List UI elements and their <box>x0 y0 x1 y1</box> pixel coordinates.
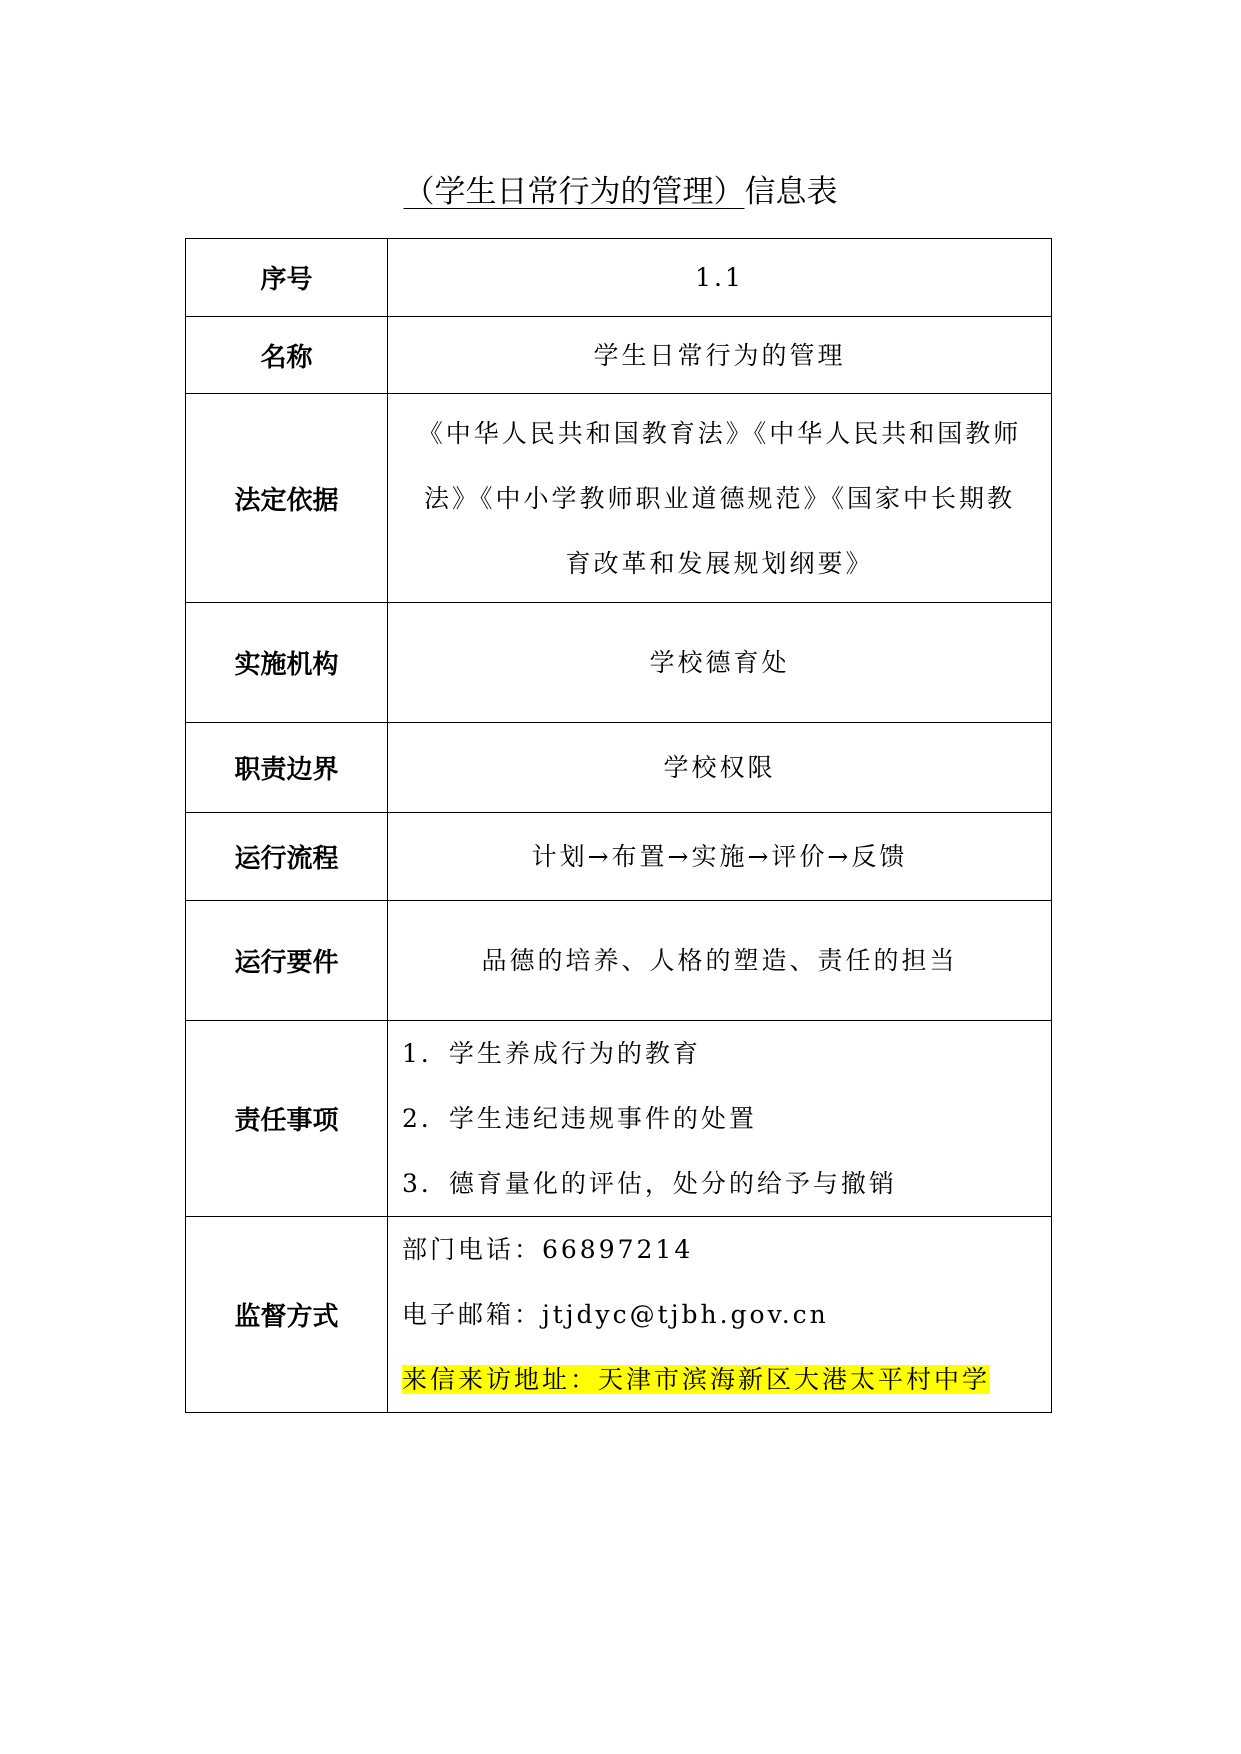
legal-basis-line: 法》《中小学教师职业道德规范》《国家中长期教 <box>423 483 1015 513</box>
name-value: 学生日常行为的管理 <box>388 317 1052 394</box>
serial-label: 序号 <box>186 239 388 317</box>
info-table <box>185 238 1052 1413</box>
requirements-label: 运行要件 <box>186 901 388 1021</box>
visit-address: 来信来访地址：天津市滨海新区大港太平村中学 <box>402 1365 991 1394</box>
responsibility-item: 3．德育量化的评估，处分的给予与撤销 <box>402 1169 897 1198</box>
agency-value: 学校德育处 <box>388 603 1052 723</box>
process-value: 计划→布置→实施→评价→反馈 <box>388 813 1052 901</box>
row-responsibilities <box>186 1021 1052 1217</box>
title-suffix: 信息表 <box>744 174 838 210</box>
row-boundary <box>186 723 1052 813</box>
row-supervision <box>186 1217 1052 1413</box>
row-serial <box>186 239 1052 317</box>
supervision-label: 监督方式 <box>186 1217 388 1413</box>
row-name <box>186 317 1052 394</box>
document-title <box>0 172 1241 212</box>
department-phone: 部门电话：66897214 <box>402 1235 694 1264</box>
email-address: 电子邮箱：jtjdyc@tjbh.gov.cn <box>402 1300 829 1329</box>
legal-basis-label: 法定依据 <box>186 394 388 603</box>
supervision-value <box>388 1217 1052 1413</box>
title-topic: （学生日常行为的管理） <box>403 174 745 210</box>
legal-basis-value <box>388 394 1052 603</box>
row-requirements <box>186 901 1052 1021</box>
process-label: 运行流程 <box>186 813 388 901</box>
boundary-label: 职责边界 <box>186 723 388 813</box>
visit-address-line <box>402 1347 1051 1412</box>
responsibilities-label: 责任事项 <box>186 1021 388 1217</box>
responsibility-item: 1．学生养成行为的教育 <box>402 1039 701 1068</box>
row-legal-basis <box>186 394 1052 603</box>
serial-value: 1.1 <box>388 239 1052 317</box>
legal-basis-line: 育改革和发展规划纲要》 <box>565 548 874 578</box>
name-label: 名称 <box>186 317 388 394</box>
row-agency <box>186 603 1052 723</box>
boundary-value: 学校权限 <box>388 723 1052 813</box>
agency-label: 实施机构 <box>186 603 388 723</box>
legal-basis-line: 《中华人民共和国教育法》《中华人民共和国教师 <box>417 418 1022 448</box>
responsibility-item: 2．学生违纪违规事件的处置 <box>402 1104 757 1133</box>
responsibilities-value <box>388 1021 1052 1217</box>
row-process <box>186 813 1052 901</box>
requirements-value: 品德的培养、人格的塑造、责任的担当 <box>388 901 1052 1021</box>
